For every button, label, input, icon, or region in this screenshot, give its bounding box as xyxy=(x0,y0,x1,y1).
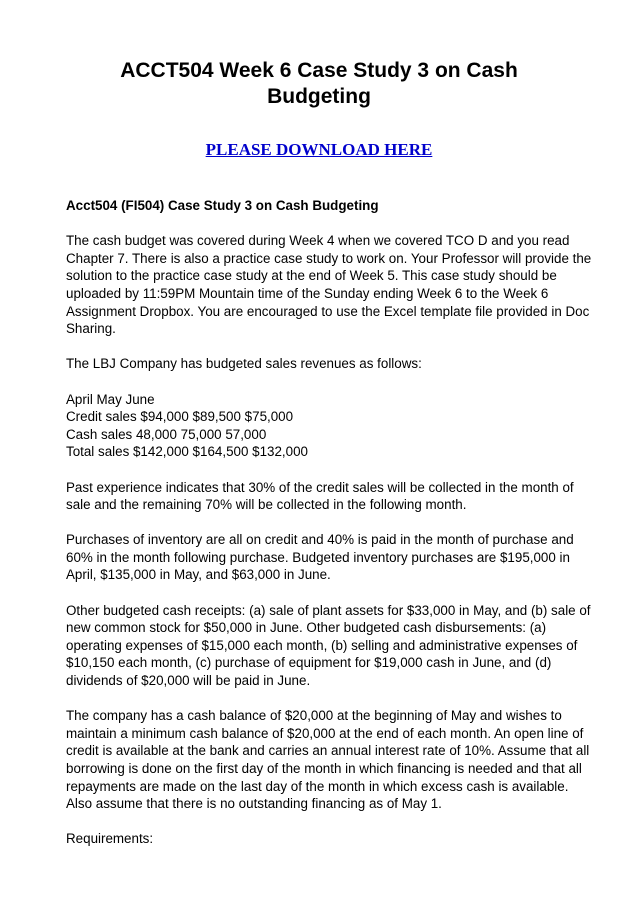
sales-line-credit: Credit sales $94,000 $89,500 $75,000 xyxy=(66,409,294,425)
title-line-1: ACCT504 Week 6 Case Study 3 on Cash xyxy=(120,59,518,82)
purchases-paragraph: Purchases of inventory are all on credit and 40% is paid in the month of purchase and 60% in the month following purchase. Budgeted inventory purchases are $195,000 in April, $135,000 in May, and $63,000 in June. xyxy=(66,532,574,583)
experience-paragraph: Past experience indicates that 30% of the credit sales will be collected in the month of sale and the remaining 70% will be collected in the following month. xyxy=(66,479,574,513)
sales-line-cash: Cash sales 48,000 75,000 57,000 xyxy=(66,426,267,442)
download-link[interactable]: PLEASE DOWNLOAD HERE xyxy=(205,140,433,159)
sales-line-months: April May June xyxy=(66,391,155,407)
budget-paragraph: The LBJ Company has budgeted sales revenues as follows: xyxy=(66,356,422,372)
intro-paragraph: The cash budget was covered during Week 4 when we covered TCO D and you read Chapter 7. There is also a practice case study to work on. Your Professor will provide the solution to the practice case study at the end of Week 5. This case study should be uploaded by 11:59PM Mountain time of the Sunday ending Week 6 to the Week 6 Assignment Dropbox. You are encouraged to use the Excel template file provided in Doc Sharing. xyxy=(66,233,592,337)
title-line-2: Budgeting xyxy=(267,85,371,108)
download-link-container xyxy=(0,139,638,161)
sales-table-text xyxy=(66,391,596,461)
company-cash-paragraph: The company has a cash balance of $20,000 at the beginning of May and wishes to maintain a minimum cash balance of $20,000 at the end of each month. An open line of credit is available at the bank and carries an annual interest rate of 10%. Assume that all borrowing is done on the first day of the month in which financing is needed and that all repayments are made on the last day of the month in which excess cash is available. Also assume that there is no outstanding financing as of May 1. xyxy=(66,708,590,812)
document-body xyxy=(66,197,596,866)
case-study-heading: Acct504 (FI504) Case Study 3 on Cash Budgeting xyxy=(66,198,379,213)
page-title xyxy=(60,58,578,110)
other-cash-paragraph: Other budgeted cash receipts: (a) sale of plant assets for $33,000 in May, and (b) sale of new common stock for $50,000 in June. Other budgeted cash disbursements: (a) operating expenses of $15,000 each month, (b) selling and administrative expenses of $10,150 each month, (c) purchase of equipment for $19,000 cash in June, and (d) dividends of $20,000 will be paid in June. xyxy=(66,602,591,689)
requirements-label: Requirements: xyxy=(66,831,154,847)
sales-line-total: Total sales $142,000 $164,500 $132,000 xyxy=(66,444,308,460)
